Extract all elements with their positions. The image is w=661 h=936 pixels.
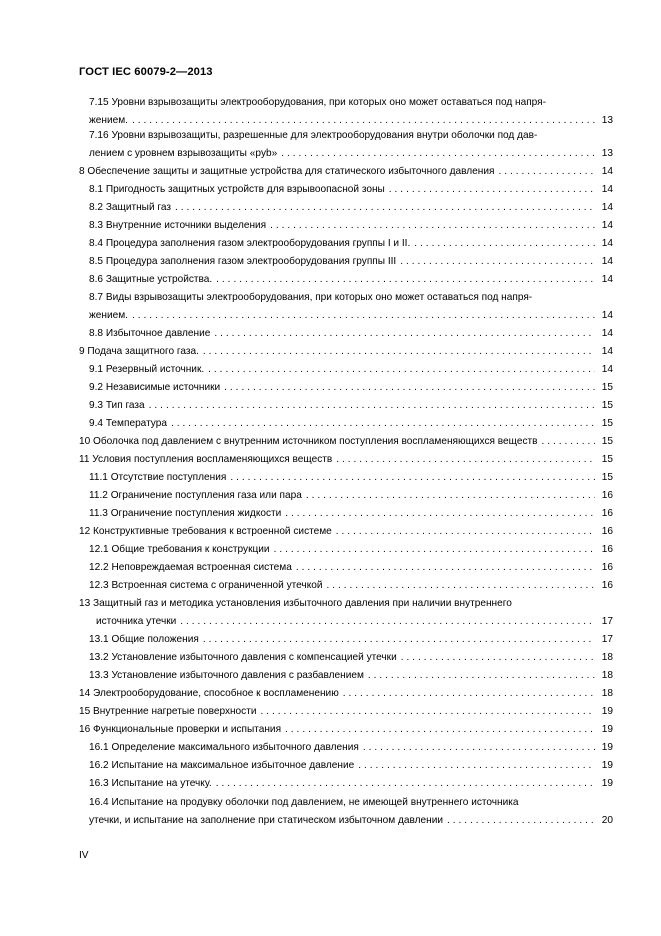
document-header: ГОСТ IEC 60079-2—2013 — [79, 66, 213, 78]
toc-page-number: 15 — [601, 436, 613, 447]
toc-entry-line — [79, 687, 613, 700]
dot-leader — [175, 202, 595, 214]
dot-leader — [149, 400, 595, 412]
dot-leader — [208, 364, 595, 376]
dot-leader — [216, 274, 595, 286]
toc-entry-line — [89, 741, 613, 754]
toc-page-number: 15 — [601, 454, 613, 465]
toc-entry-title: 12.3 Встроенная система с ограниченной утечкой — [89, 580, 323, 591]
toc-entry-line — [89, 759, 613, 772]
toc-entry-title: 13.2 Установление избыточного давления с компенсацией утечки — [89, 652, 397, 663]
toc-entry-title: 9 Подача защитного газа. — [79, 346, 199, 357]
dot-leader — [400, 256, 595, 268]
toc-entry-title: 12 Конструктивные требования к встроенной системе — [79, 526, 332, 537]
toc-entry-title: 10 Оболочка под давлением с внутренним источником поступления воспламеняющихся веществ — [79, 436, 538, 447]
toc-entry-line — [96, 615, 613, 628]
toc-page-number: 19 — [601, 760, 613, 771]
dot-leader — [260, 706, 595, 718]
toc-entry-title: 16.3 Испытание на утечку. — [89, 778, 212, 789]
toc-entry-title: 11 Условия поступления воспламеняющихся веществ — [79, 454, 333, 465]
toc-entry-line — [89, 489, 613, 502]
toc-page-number: 17 — [601, 616, 613, 627]
dot-leader — [368, 670, 595, 682]
dot-leader — [230, 472, 595, 484]
toc-page-number: 16 — [601, 544, 613, 555]
toc-entry-title: жением. — [89, 310, 128, 321]
toc-entry-text-line: 16.4 Испытание на продувку оболочки под давлением, не имеющей внутреннего источника — [89, 797, 519, 808]
dot-leader — [336, 526, 595, 538]
toc-entry-line — [79, 165, 613, 178]
toc-entry-title: источника утечки — [96, 616, 177, 627]
toc-page-number: 18 — [601, 670, 613, 681]
toc-page-number: 16 — [601, 526, 613, 537]
dot-leader — [270, 220, 595, 232]
toc-page-number: 19 — [601, 742, 613, 753]
toc-page-number: 16 — [601, 580, 613, 591]
toc-page-number: 15 — [601, 400, 613, 411]
toc-page-number: 15 — [601, 382, 613, 393]
toc-entry-title: 13.1 Общие положения — [89, 634, 199, 645]
dot-leader — [274, 544, 595, 556]
toc-entry-title: 11.1 Отсутствие поступления — [89, 472, 227, 483]
dot-leader — [541, 436, 595, 448]
toc-entry-line — [79, 525, 613, 538]
toc-page-number: 14 — [601, 256, 613, 267]
toc-entry-title: 8.8 Избыточное давление — [89, 328, 211, 339]
toc-entry-title: 9.3 Тип газа — [89, 400, 145, 411]
toc-entry-line — [89, 237, 613, 250]
toc-entry-title: 9.2 Независимые источники — [89, 382, 221, 393]
toc-page-number: 14 — [601, 202, 613, 213]
toc-entry-line — [89, 309, 613, 322]
dot-leader — [180, 616, 595, 628]
toc-entry-line — [89, 777, 613, 790]
toc-entry-text-line: 7.16 Уровни взрывозащиты, разрешенные для электрооборудования внутри оболочки под дав- — [89, 130, 538, 141]
toc-entry-line — [89, 147, 613, 160]
dot-leader — [224, 382, 595, 394]
toc-page-number: 18 — [601, 652, 613, 663]
toc-entry-line — [89, 255, 613, 268]
toc-entry-line — [79, 723, 613, 736]
dot-leader — [281, 148, 595, 160]
toc-entry-line — [89, 814, 613, 827]
dot-leader — [132, 115, 595, 127]
toc-entry-text-line: 13 Защитный газ и методика установления избыточного давления при наличии внутреннего — [79, 598, 512, 609]
toc-entry-line — [89, 633, 613, 646]
toc-entry-title: 15 Внутренние нагретые поверхности — [79, 706, 257, 717]
toc-entry-line — [89, 327, 613, 340]
toc-entry-line — [89, 381, 613, 394]
toc-entry-title: 12.1 Общие требования к конструкции — [89, 544, 270, 555]
dot-leader — [363, 742, 595, 754]
toc-entry-title: 8.5 Процедура заполнения газом электрооборудования группы III — [89, 256, 397, 267]
dot-leader — [447, 815, 595, 827]
toc-entry-title: 16.1 Определение максимального избыточного давления — [89, 742, 359, 753]
dot-leader — [414, 238, 595, 250]
dot-leader — [216, 778, 595, 790]
toc-page-number: 19 — [601, 706, 613, 717]
dot-leader — [214, 328, 595, 340]
toc-entry-line — [89, 114, 613, 127]
toc-page-number: 16 — [601, 508, 613, 519]
toc-entry-text-line: 7.15 Уровни взрывозащиты электрооборудования, при которых оно может оставаться под напря- — [89, 97, 547, 108]
toc-entry-title: 8.2 Защитный газ — [89, 202, 171, 213]
toc-entry-line — [89, 183, 613, 196]
toc-page-number: 13 — [601, 115, 613, 126]
toc-entry-title: 11.2 Ограничение поступления газа или пара — [89, 490, 302, 501]
toc-entry-line — [89, 669, 613, 682]
dot-leader — [401, 652, 595, 664]
dot-leader — [336, 454, 595, 466]
toc-entry-title: 9.1 Резервный источник. — [89, 364, 205, 375]
toc-page-number: 14 — [601, 346, 613, 357]
toc-page-number: 15 — [601, 472, 613, 483]
toc-page-number: 14 — [601, 184, 613, 195]
toc-entry-line — [89, 507, 613, 520]
toc-entry-line — [89, 417, 613, 430]
dot-leader — [389, 184, 595, 196]
toc-entry-title: 14 Электрооборудование, способное к воспламенению — [79, 688, 339, 699]
toc-page-number: 14 — [601, 274, 613, 285]
toc-page-number: 14 — [601, 166, 613, 177]
dot-leader — [326, 580, 595, 592]
dot-leader — [296, 562, 595, 574]
toc-page-number: 13 — [601, 148, 613, 159]
toc-entry-line — [89, 399, 613, 412]
toc-entry-title: 16 Функциональные проверки и испытания — [79, 724, 282, 735]
toc-entry-line — [89, 471, 613, 484]
toc-page-number: 17 — [601, 634, 613, 645]
toc-entry-title: 11.3 Ограничение поступления жидкости — [89, 508, 282, 519]
toc-entry-line — [89, 201, 613, 214]
toc-page-number: 19 — [601, 778, 613, 789]
page-number: IV — [79, 850, 89, 861]
dot-leader — [343, 688, 595, 700]
toc-page-number: 20 — [601, 815, 613, 826]
toc-entry-title: 13.3 Установление избыточного давления с разбавлением — [89, 670, 364, 681]
toc-entry-text-line: 8.7 Виды взрывозащиты электрооборудования, при которых оно может оставаться под напря- — [89, 292, 533, 303]
toc-entry-title: жением. — [89, 115, 128, 126]
toc-entry-title: 9.4 Температура — [89, 418, 167, 429]
toc-entry-line — [79, 453, 613, 466]
toc-entry-title: утечки, и испытание на заполнение при статическом избыточном давлении — [89, 815, 443, 826]
toc-page-number: 14 — [601, 364, 613, 375]
toc-page-number: 14 — [601, 220, 613, 231]
toc-entry-title: 8.3 Внутренние источники выделения — [89, 220, 267, 231]
toc-page-number: 14 — [601, 328, 613, 339]
dot-leader — [203, 634, 595, 646]
toc-page-number: 19 — [601, 724, 613, 735]
dot-leader — [171, 418, 595, 430]
toc-entry-title: 16.2 Испытание на максимальное избыточное давление — [89, 760, 355, 771]
toc-entry-line — [89, 543, 613, 556]
toc-entry-title: 8.1 Пригодность защитных устройств для взрывоопасной зоны — [89, 184, 385, 195]
toc-page-number: 16 — [601, 562, 613, 573]
dot-leader — [498, 166, 595, 178]
dot-leader — [285, 724, 595, 736]
dot-leader — [132, 310, 595, 322]
toc-entry-title: 8.6 Защитные устройства. — [89, 274, 213, 285]
toc-entry-title: лением с уровнем взрывозащиты «pyb» — [89, 148, 278, 159]
toc-entry-line — [89, 219, 613, 232]
dot-leader — [306, 490, 595, 502]
dot-leader — [285, 508, 595, 520]
toc-entry-line — [79, 435, 613, 448]
toc-entry-line — [89, 579, 613, 592]
dot-leader — [358, 760, 595, 772]
toc-page-number: 14 — [601, 310, 613, 321]
dot-leader — [203, 346, 595, 358]
toc-entry-line — [79, 705, 613, 718]
toc-page-number: 16 — [601, 490, 613, 501]
toc-entry-title: 8.4 Процедура заполнения газом электрооборудования группы I и II. — [89, 238, 411, 249]
toc-page-number: 18 — [601, 688, 613, 699]
toc-entry-line — [89, 561, 613, 574]
toc-page-number: 15 — [601, 418, 613, 429]
toc-entry-title: 12.2 Неповреждаемая встроенная система — [89, 562, 292, 573]
toc-entry-line — [89, 363, 613, 376]
toc-entry-line — [89, 651, 613, 664]
toc-entry-title: 8 Обеспечение защиты и защитные устройства для статического избыточного давления — [79, 166, 495, 177]
toc-entry-line — [89, 273, 613, 286]
toc-entry-line — [79, 345, 613, 358]
toc-page-number: 14 — [601, 238, 613, 249]
